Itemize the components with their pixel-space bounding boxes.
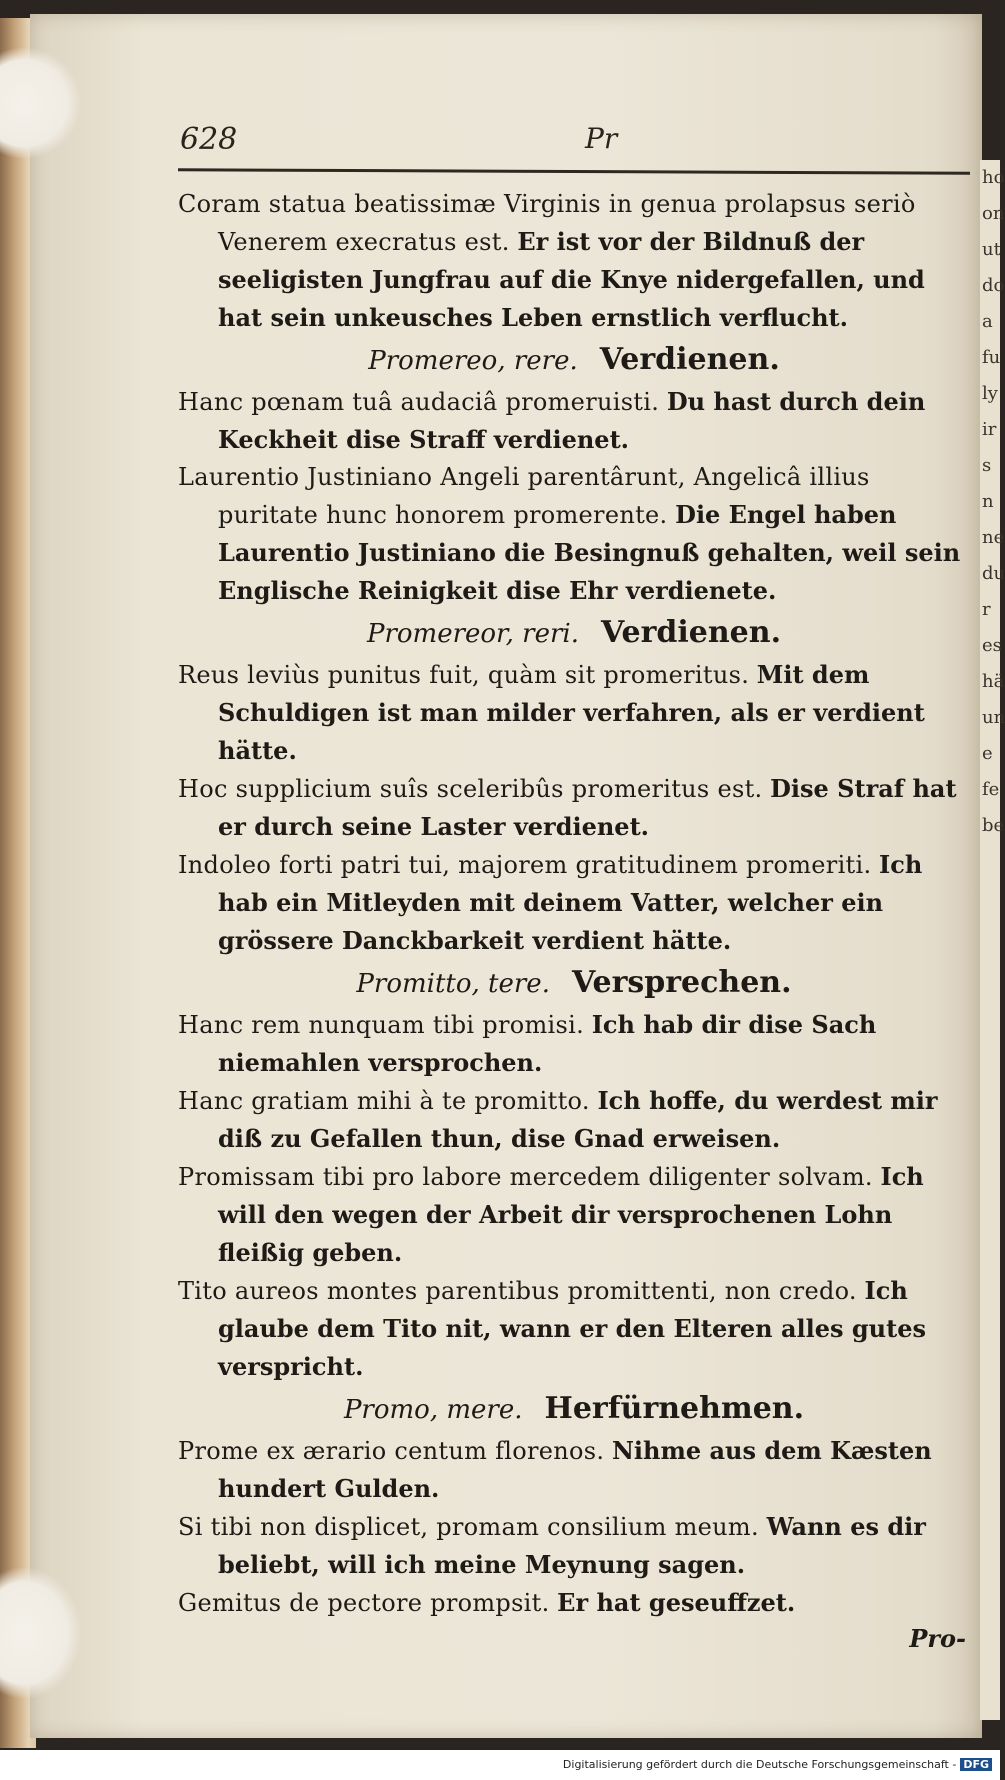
page-clip-bottom: [0, 1568, 80, 1698]
example-entry: [178, 1584, 970, 1622]
adjacent-page-fragment: du: [982, 563, 1005, 584]
latin-sentence: Laurentio Justiniano Angeli parentârunt, Angelicâ illius puritate hunc honorem promerente.: [178, 463, 870, 529]
headword-lemma: Promereo: [368, 346, 498, 376]
headword-translation: Verdienen.: [601, 615, 782, 650]
credit-text: Digitalisierung gefördert durch die Deutsche Forschungsgemeinschaft -: [562, 1758, 957, 1771]
dfg-logo: DFG: [960, 1758, 992, 1771]
adjacent-page-fragment: ir: [982, 419, 997, 440]
german-translation: Dise Straf hat er durch seine Laster verdienet.: [218, 774, 957, 841]
adjacent-page-fragment: n: [982, 491, 994, 512]
page-clip-top: [0, 48, 80, 158]
headword-lemma: Promereor: [366, 619, 506, 649]
latin-sentence: Tito aureos montes parentibus promittenti, non credo.: [178, 1277, 857, 1305]
dictionary-body: [178, 186, 970, 1656]
adjacent-page-fragment: fu: [982, 347, 1001, 368]
example-entry: [178, 1272, 970, 1386]
headword: [178, 339, 970, 382]
headword-lemma: Promitto: [356, 969, 472, 999]
example-entry: [178, 186, 970, 337]
german-translation: Ich hab dir dise Sach niemahlen versprochen.: [218, 1010, 877, 1077]
latin-sentence: Gemitus de pectore prompsit.: [178, 1589, 550, 1617]
headword-translation: Verdienen.: [599, 342, 780, 377]
adjacent-page-fragment: be: [982, 815, 1005, 836]
example-entry: [178, 1158, 970, 1272]
german-translation: Die Engel haben Laurentio Justiniano die Besingnuß gehalten, weil sein Englische Reinigkeit dise Ehr verdienete.: [218, 500, 961, 605]
adjacent-page-fragment: on: [982, 203, 1005, 224]
latin-sentence: Reus leviùs punitus fuit, quàm sit promeritus.: [178, 661, 750, 689]
latin-sentence: Coram statua beatissimæ Virginis in genua prolapsus seriò Venerem execratus est.: [178, 190, 916, 256]
example-entry: [178, 770, 970, 846]
german-translation: Ich glaube dem Tito nit, wann er den Elteren alles gutes verspricht.: [218, 1276, 926, 1381]
adjacent-page-fragment: ut: [982, 239, 1001, 260]
headword-lemma: Promo: [343, 1395, 430, 1425]
adjacent-page-fragment: ly: [982, 383, 998, 404]
headword: [178, 962, 970, 1005]
german-translation: Ich hab ein Mitleyden mit deinem Vatter, welcher ein grössere Danckbarkeit verdient hätte.: [218, 850, 923, 955]
adjacent-page-fragment: es: [982, 635, 1002, 656]
german-translation: Er ist vor der Bildnuß der seeligisten Jungfrau auf die Knye nidergefallen, und hat sein unkeusches Leben ernstlich verflucht.: [218, 227, 925, 332]
adjacent-page-fragment: un: [982, 707, 1005, 728]
latin-sentence: Hanc rem nunquam tibi promisi.: [178, 1011, 585, 1039]
headword: [178, 1388, 970, 1431]
example-entry: [178, 1432, 970, 1508]
latin-sentence: Prome ex ærario centum florenos.: [178, 1437, 605, 1465]
adjacent-page-fragment: do: [982, 275, 1005, 296]
adjacent-page-fragment: e: [982, 743, 993, 764]
german-translation: Wann es dir beliebt, will ich meine Meynung sagen.: [218, 1512, 926, 1579]
example-entry: [178, 1006, 970, 1082]
headword-forms: , tere.: [471, 969, 550, 999]
latin-sentence: Indoleo forti patri tui, majorem gratitudinem promeriti.: [178, 851, 872, 879]
catchword: Pro-: [909, 1624, 966, 1653]
german-translation: Du hast durch dein Keckheit dise Straff verdienet.: [218, 387, 926, 454]
german-translation: Nihme aus dem Kæsten hundert Gulden.: [218, 1436, 932, 1503]
page-header: [180, 122, 970, 166]
adjacent-page-edge: [980, 160, 1005, 1720]
adjacent-page-fragment: r: [982, 599, 991, 620]
latin-sentence: Hanc pœnam tuâ audaciâ promeruisti.: [178, 388, 660, 416]
german-translation: Mit dem Schuldigen ist man milder verfahren, als er verdient hätte.: [218, 660, 925, 765]
example-entry: [178, 1508, 970, 1584]
headword-forms: , rere.: [497, 346, 578, 376]
adjacent-page-fragment: s: [982, 455, 992, 476]
latin-sentence: Si tibi non displicet, promam consilium meum.: [178, 1513, 759, 1541]
headword-forms: , mere.: [429, 1395, 523, 1425]
digitization-credit: [563, 1758, 992, 1771]
adjacent-page-fragment: hä: [982, 671, 1005, 692]
headword-translation: Versprechen.: [571, 965, 792, 1000]
latin-sentence: Hoc supplicium suîs sceleribûs promeritus est.: [178, 775, 763, 803]
german-translation: Ich hoffe, du werdest mir diß zu Gefallen thun, dise Gnad erweisen.: [218, 1086, 938, 1153]
headword-translation: Herfürnehmen.: [544, 1391, 805, 1426]
adjacent-page-fragment: ho: [982, 167, 1005, 188]
adjacent-page-fragment: fe: [982, 779, 1000, 800]
latin-sentence: Promissam tibi pro labore mercedem diligenter solvam.: [178, 1163, 873, 1191]
example-entry: [178, 383, 970, 459]
headword-forms: , reri.: [505, 619, 579, 649]
latin-sentence: Hanc gratiam mihi à te promitto.: [178, 1087, 590, 1115]
german-translation: Ich will den wegen der Arbeit dir versprochenen Lohn fleißig geben.: [218, 1162, 924, 1267]
german-translation: Er hat geseuffzet.: [557, 1588, 796, 1617]
adjacent-page-fragment: a: [982, 311, 993, 332]
adjacent-page-fragment: ne: [982, 527, 1005, 548]
example-entry: [178, 1082, 970, 1158]
page-number: 628: [180, 122, 238, 157]
running-head: Pr: [585, 122, 618, 155]
example-entry: [178, 459, 970, 610]
headword: [178, 612, 970, 655]
example-entry: [178, 846, 970, 960]
example-entry: [178, 656, 970, 770]
